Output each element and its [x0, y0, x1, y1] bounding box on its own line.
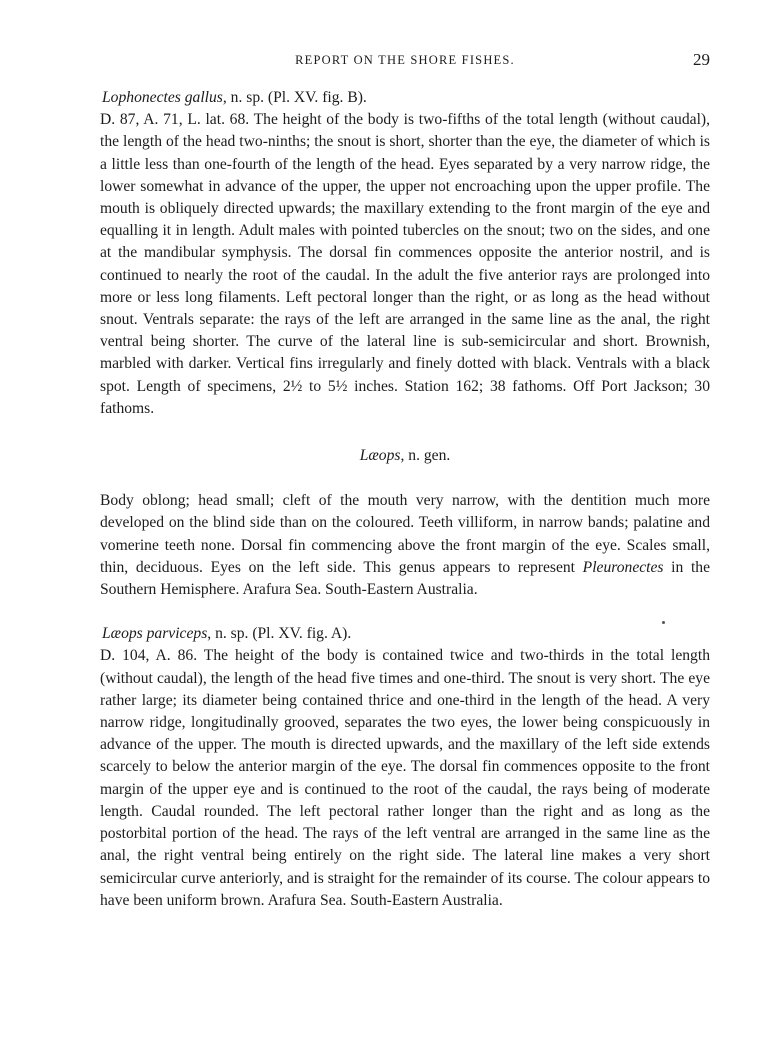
species-title-lophonectes: [100, 87, 710, 109]
page-number: 29: [693, 50, 710, 69]
running-head: REPORT ON THE SHORE FISHES.: [295, 53, 515, 67]
genus-reference: , n. gen.: [400, 447, 451, 465]
species-reference: , n. sp. (Pl. XV. fig. A).: [207, 625, 352, 643]
species-reference: , n. sp. (Pl. XV. fig. B).: [222, 89, 367, 106]
genus-description-laeops: [100, 490, 710, 601]
genus-italic-name: Pleuronectes: [582, 558, 664, 576]
description-text: Body oblong; head small; cleft of the mouth very narrow, with the dentition much more developed on the blind side than on the coloured. Teeth villiform, in narrow bands; palatine and vomerine teeth none. Dorsal fin commencing above the front margin of the eye. Scales small, thin, deciduous. Eyes on the left side. This genus appears to represent: [100, 492, 710, 576]
description-text: D. 104, A. 86. The height of the body is contained twice and two-thirds in the total length (without caudal), the length of the head five times and one-third. The snout is very short. The eye rather large; its diameter being contained thrice and one-third in the length of the head. A very narrow ridge, longitudinally grooved, separates the two eyes, the lower being conspicuously in advance of the upper. The mouth is directed upwards, and the maxillary of the left side extends scarcely to below the anterior margin of the eye. The dorsal fin commences opposite to the front margin of the upper eye and is continued to the root of the caudal, the rays being of moderate length. Caudal rounded. The left pectoral rather longer than the right and as long as the postorbital portion of the head. The rays of the left ventral are arranged in the same line as the anal, the right ventral being entirely on the right side. The lateral line makes a very short semicircular curve anteriorly, and is straight for the remainder of its course. The colour appears to have been uniform brown. Arafura Sea. South-Eastern Australia.: [100, 647, 710, 909]
species-description-lophonectes: [100, 109, 710, 420]
description-text: D. 87, A. 71, L. lat. 68. The height of the body is two-fifths of the total length (without caudal), the length of the head two-ninths; the snout is short, shorter than the eye, the diameter of which is a little less than one-fourth of the length of the head. Eyes separated by a very narrow ridge, the lower somewhat in advance of the upper, the upper not encroaching upon the upper profile. The mouth is obliquely directed upwards; the maxillary extending to the front margin of the eye and equalling it in length. Adult males with pointed tubercles on the snout; two on the sides, and one at the mandibular symphysis. The dorsal fin commences opposite the anterior nostril, and is continued to nearly the root of the caudal. In the adult the five anterior rays are prolonged into more or less long filaments. Left pectoral longer than the right, or as long as the head without snout. Ventrals separate: the rays of the left are arranged in the same line as the anal, the right ventral being shorter. The curve of the lateral line is sub-semicircular and short. Brownish, marbled with darker. Vertical fins irregularly and finely dotted with black. Ventrals with a black spot. Length of specimens, 2½ to 5½ inches. Station 162; 38 fathoms. Off Port Jackson; 30 fathoms.: [100, 111, 710, 417]
description-text: in the Southern Hemisphere. Arafura Sea. South-Eastern Australia.: [100, 558, 710, 599]
genus-name: Læops: [359, 447, 401, 465]
page-body: [100, 87, 710, 912]
species-title-laeops-parviceps: [100, 623, 710, 645]
genus-title-laeops: [100, 445, 710, 467]
species-description-laeops-parviceps: [100, 645, 710, 911]
print-speck: [662, 621, 665, 624]
species-name: Lophonectes gallus: [102, 89, 223, 106]
species-name: Læops parviceps: [102, 625, 208, 643]
page-header: [100, 50, 710, 72]
